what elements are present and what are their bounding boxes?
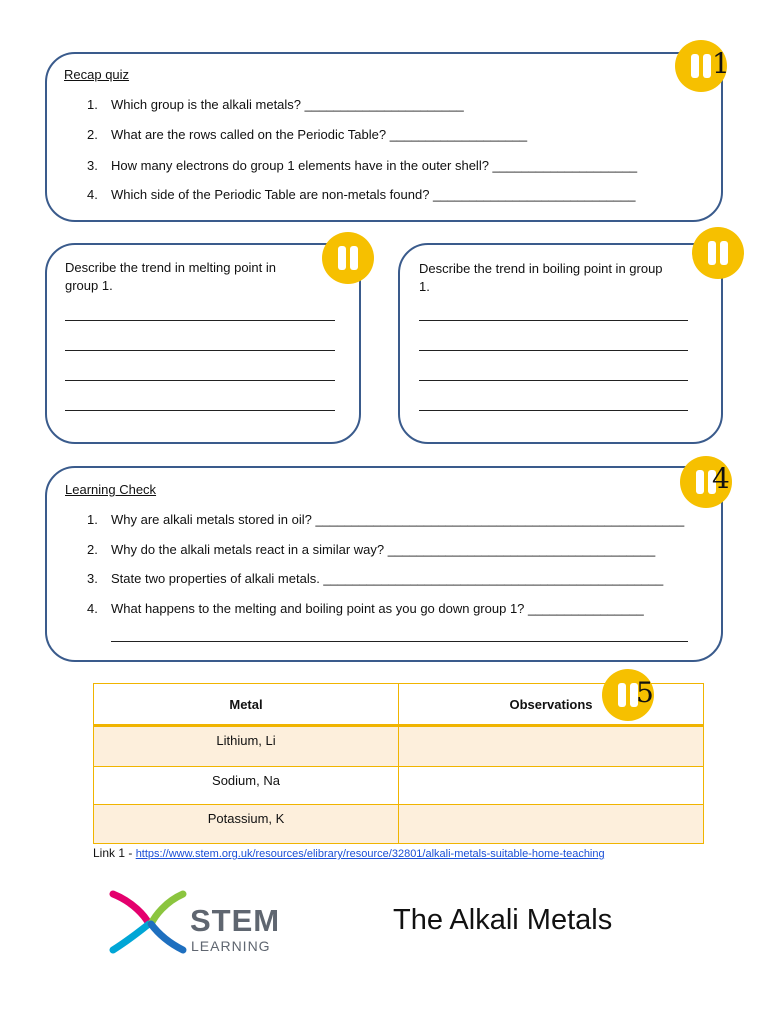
observation-cell[interactable] (399, 805, 704, 844)
melting-answer-line (65, 410, 335, 411)
metal-cell: Lithium, Li (94, 726, 399, 767)
recap-question-2: 2. What are the rows called on the Periodic Table? ___________________ (87, 127, 528, 142)
observation-cell[interactable] (399, 726, 704, 767)
learning-check-heading: Learning Check (65, 482, 157, 497)
check-question-3: 3. State two properties of alkali metals. _______________________________________________ (87, 571, 664, 586)
boiling-answer-line (419, 410, 688, 411)
resource-link[interactable]: https://www.stem.org.uk/resources/elibrary/resource/32801/alkali-metals-suitable-home-teaching (135, 848, 605, 860)
melting-answer-line (65, 320, 335, 321)
metal-cell: Potassium, K (94, 805, 399, 844)
check-answer-line (111, 641, 688, 642)
check-question-1: 1. Why are alkali metals stored in oil? ___________________________________________________ (87, 512, 685, 527)
boiling-answer-line (419, 350, 688, 351)
page-title: The Alkali Metals (393, 904, 613, 936)
observations-column-header: Observations (399, 684, 704, 726)
metal-cell: Sodium, Na (94, 766, 399, 805)
recap-question-3: 3. How many electrons do group 1 elements have in the outer shell? ____________________ (87, 158, 638, 173)
melting-answer-line (65, 380, 335, 381)
recap-quiz-heading: Recap quiz (64, 67, 130, 82)
boiling-answer-line (419, 320, 688, 321)
boiling-answer-line (419, 380, 688, 381)
table-row (94, 726, 704, 767)
handwritten-mark-4: 4 (712, 462, 730, 495)
resource-link-row (93, 846, 605, 860)
check-question-2: 2. Why do the alkali metals react in a similar way? _____________________________________ (87, 542, 656, 557)
pause-badge-icon (692, 227, 744, 279)
recap-question-1: 1. Which group is the alkali metals? ______________________ (87, 97, 464, 112)
boiling-point-prompt: Describe the trend in boiling point in group 1. (419, 261, 663, 294)
handwritten-mark-5: 5 (636, 676, 654, 709)
metal-column-header: Metal (94, 684, 399, 726)
check-question-4: 4. What happens to the melting and boiling point as you go down group 1? ________________ (87, 601, 644, 616)
recap-question-4: 4. Which side of the Periodic Table are non-metals found? ____________________________ (87, 187, 636, 202)
observation-cell[interactable] (399, 766, 704, 805)
table-row (94, 766, 704, 805)
handwritten-mark-1: 1 (712, 47, 730, 80)
logo-text-learning: LEARNING (191, 938, 271, 954)
melting-point-prompt: Describe the trend in melting point in group 1. (65, 260, 277, 293)
melting-answer-line (65, 350, 335, 351)
pause-badge-icon (322, 232, 374, 284)
link-label: Link 1 - (93, 846, 136, 860)
logo-text-stem: STEM (190, 903, 281, 938)
table-row (94, 805, 704, 844)
